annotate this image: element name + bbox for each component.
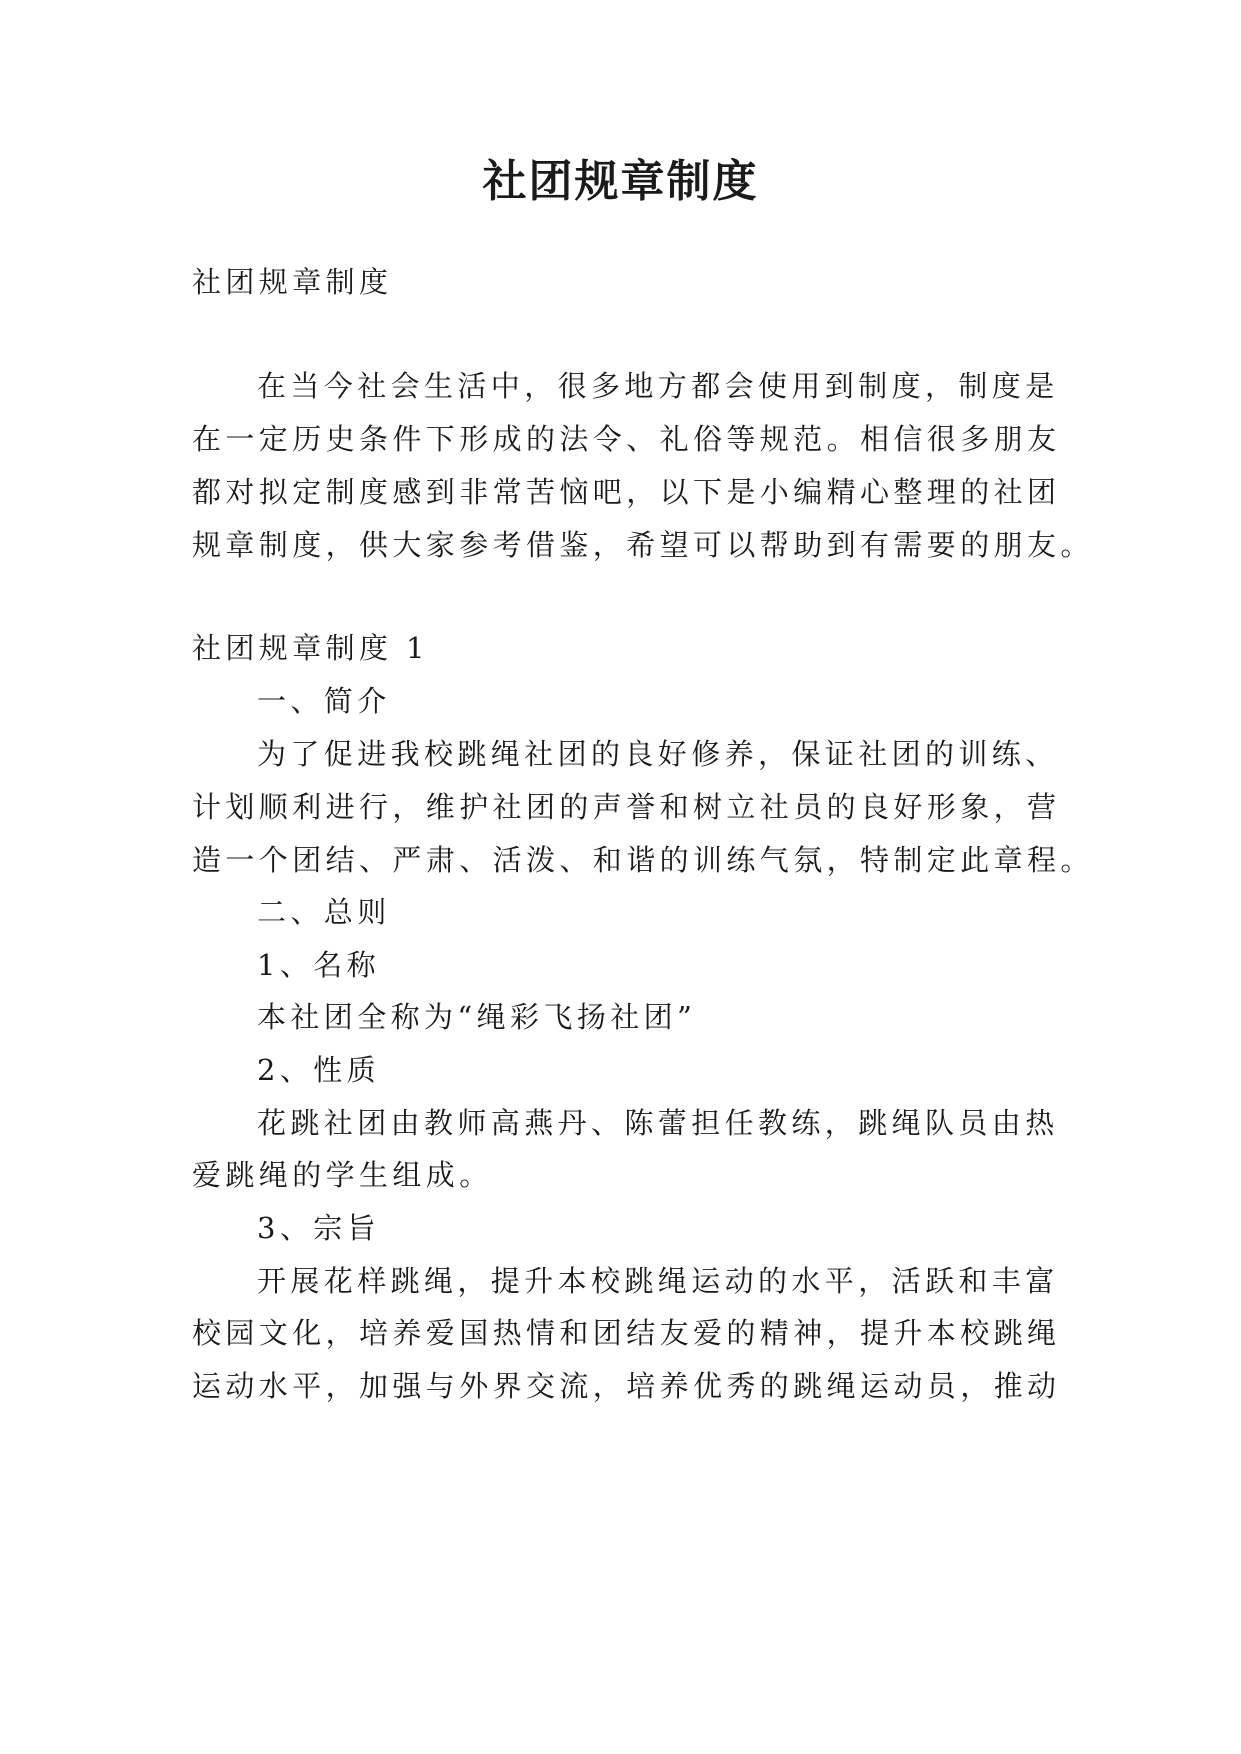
paragraph-line: 校园文化，培养爱国热情和团结友爱的精神，提升本校跳绳 bbox=[192, 1316, 1061, 1350]
part-heading: 一、简介 bbox=[257, 684, 391, 718]
item-heading: 2、性质 bbox=[257, 1053, 381, 1087]
document-title: 社团规章制度 bbox=[482, 156, 759, 207]
intro-line: 规章制度，供大家参考借鉴，希望可以帮助到有需要的朋友。 bbox=[192, 528, 1094, 562]
item-heading: 3、宗旨 bbox=[257, 1211, 381, 1245]
intro-line: 在一定历史条件下形成的法令、礼俗等规范。相信很多朋友 bbox=[192, 422, 1061, 456]
paragraph-line: 为了促进我校跳绳社团的良好修养，保证社团的训练、 bbox=[257, 737, 1059, 771]
intro-line: 都对拟定制度感到非常苦恼吧，以下是小编精心整理的社团 bbox=[192, 475, 1061, 509]
paragraph-line: 花跳社团由教师高燕丹、陈蕾担任教练，跳绳队员由热 bbox=[257, 1106, 1059, 1140]
paragraph-line: 运动水平，加强与外界交流，培养优秀的跳绳运动员，推动 bbox=[192, 1369, 1061, 1403]
paragraph-line: 开展花样跳绳，提升本校跳绳运动的水平，活跃和丰富 bbox=[257, 1264, 1059, 1298]
section-heading: 社团规章制度 1 bbox=[192, 631, 429, 665]
part-heading: 二、总则 bbox=[257, 895, 391, 929]
item-heading: 1、名称 bbox=[257, 948, 381, 982]
paragraph-line: 本社团全称为“绳彩飞扬社团” bbox=[257, 1000, 697, 1034]
document-subtitle: 社团规章制度 bbox=[192, 265, 393, 299]
paragraph-line: 计划顺利进行，维护社团的声誉和树立社员的良好形象，营 bbox=[192, 790, 1061, 824]
intro-line: 在当今社会生活中，很多地方都会使用到制度，制度是 bbox=[257, 369, 1059, 403]
paragraph-line: 爱跳绳的学生组成。 bbox=[192, 1158, 493, 1192]
paragraph-line: 造一个团结、严肃、活泼、和谐的训练气氛，特制定此章程。 bbox=[192, 843, 1094, 877]
